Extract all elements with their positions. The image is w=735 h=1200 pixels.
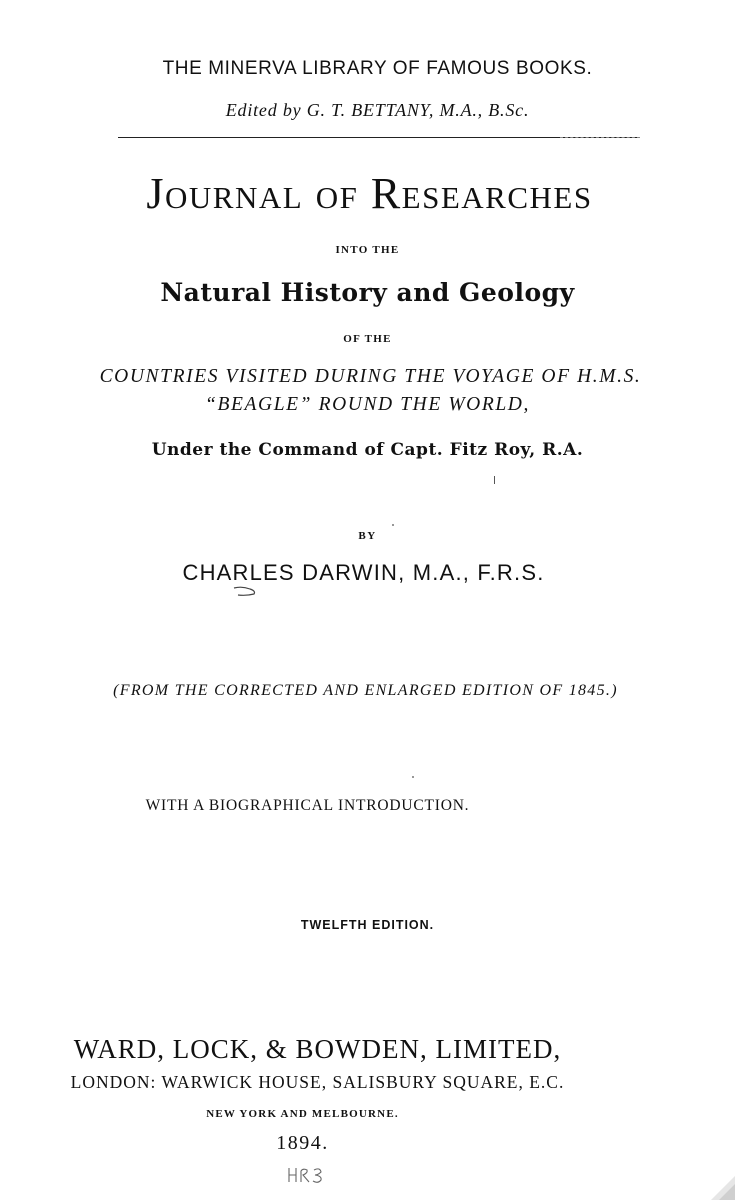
publisher-name: WARD, LOCK, & BOWDEN, LIMITED, bbox=[73, 1034, 562, 1064]
by-label: BY bbox=[358, 530, 377, 542]
header-rule-fade bbox=[560, 137, 640, 138]
countries-line-2: “BEAGLE” ROUND THE WORLD, bbox=[205, 394, 530, 415]
handwritten-pencil-annotation bbox=[285, 1162, 335, 1186]
source-edition-note: (FROM THE CORRECTED AND ENLARGED EDITION OF 1845.) bbox=[113, 682, 618, 699]
author-name: CHARLES DARWIN, M.A., F.R.S. bbox=[182, 560, 545, 585]
subject-blackletter: Natural History and Geology bbox=[160, 278, 575, 307]
countries-line-1: COUNTRIES VISITED DURING THE VOYAGE OF H.M.S. bbox=[99, 366, 642, 387]
of-the-label: OF THE bbox=[343, 333, 392, 345]
publisher-address: LONDON: WARWICK HOUSE, SALISBURY SQUARE, E.C. bbox=[70, 1072, 565, 1092]
editor-degrees: M.A., B.Sc. bbox=[439, 100, 530, 120]
corner-watermark-icon bbox=[705, 1170, 735, 1200]
edition-label: TWELFTH EDITION. bbox=[300, 918, 435, 932]
book-title: Journal of Researches bbox=[146, 169, 593, 218]
publisher-cities: NEW YORK AND MELBOURNE. bbox=[206, 1108, 399, 1120]
publication-year: 1894. bbox=[276, 1132, 329, 1154]
biographical-introduction-note: WITH A BIOGRAPHICAL INTRODUCTION. bbox=[145, 797, 470, 814]
series-title: THE MINERVA LIBRARY OF FAMOUS BOOKS. bbox=[162, 58, 593, 79]
editor-name: G. T. BETTANY, bbox=[306, 100, 435, 120]
edited-by-label: Edited by bbox=[225, 100, 302, 120]
into-the-label: INTO THE bbox=[335, 244, 400, 256]
pencil-underline-mark bbox=[232, 584, 262, 598]
command-blackletter: Under the Command of Capt. Fitz Roy, R.A. bbox=[151, 440, 584, 460]
ink-speck bbox=[392, 524, 394, 526]
ink-tick-mark bbox=[494, 476, 495, 484]
ink-speck bbox=[412, 776, 414, 778]
editor-credit bbox=[10, 100, 735, 121]
